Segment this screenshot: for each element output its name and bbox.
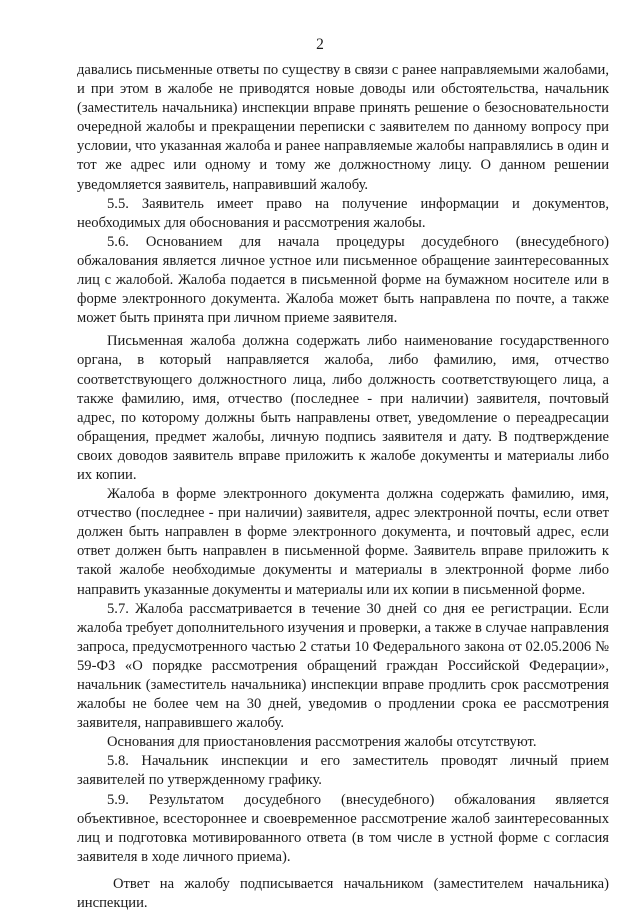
paragraph-5-6: 5.6. Основанием для начала процедуры досудебного (внесудебного) обжалования является личное устное или письменное обращение заинтересованных лиц с жалобой. Жалоба подается в письменной форме на бумажном носителе или в форме электронного документа. Жалоба может быть направлена по почте, а также может быть принята при личном приеме заявителя.	[77, 233, 609, 327]
page-number: 2	[316, 36, 324, 53]
paragraph-answer-signature: Ответ на жалобу подписывается начальником (заместителем начальника) инспекции.	[77, 875, 609, 912]
paragraph-electronic-complaint: Жалоба в форме электронного документа должна содержать фамилию, имя, отчество (последнее - при наличии) заявителя, адрес электронной почты, если ответ должен быть направлен в форме электронного документа, и почтовый адрес, если ответ должен быть направлен в письменной форме. Заявитель вправе приложить к такой жалобе необходимые документы и материалы в электронной форме либо направить указанные документы и материалы или их копии в письменной форме.	[77, 486, 609, 598]
paragraph-5-7: 5.7. Жалоба рассматривается в течение 30 дней со дня ее регистрации. Если жалоба требует дополнительного изучения и проверки, а также в случае направления запроса, предусмотренного частью 2 статьи 10 Федерального закона от 02.05.2006 № 59-ФЗ «О порядке рассмотрения обращений граждан Российской Федерации», начальник (заместитель начальника) инспекции вправе продлить срок рассмотрения жалобы не более чем на 30 дней, уведомив о продлении срока ее рассмотрения заявителя, направившего жалобу.	[77, 600, 609, 732]
paragraph-written-complaint: Письменная жалоба должна содержать либо наименование государственного органа, в который направляется жалоба, либо фамилию, имя, отчество соответствующего должностного лица, либо должность соответствующего лица, а также фамилию, имя, отчество (последнее - при наличии) заявителя, почтовый адрес, по которому должны быть направлены ответ, уведомление о переадресации обращения, предмет жалобы, личную подпись заявителя и дату. В подтверждение своих доводов заявитель вправе приложить к жалобе документы и материалы либо их копии.	[77, 333, 609, 483]
paragraph-no-suspension: Основания для приостановления рассмотрения жалобы отсутствуют.	[107, 734, 537, 751]
paragraph-5-5: 5.5. Заявитель имеет право на получение информации и документов, необходимых для обоснования и рассмотрения жалобы.	[77, 195, 609, 231]
paragraph-5-9: 5.9. Результатом досудебного (внесудебного) обжалования является объективное, всестороннее и своевременное рассмотрение жалоб заинтересованных лиц и подготовка мотивированного ответа (в том числе в устной форме с согласия заявителя в ходе личного приема).	[77, 791, 609, 865]
paragraph-5-8: 5.8. Начальник инспекции и его заместитель проводят личный прием заявителей по утвержденному графику.	[77, 753, 609, 789]
document-body	[77, 61, 609, 913]
paragraph-continuation: давались письменные ответы по существу в связи с ранее направляемыми жалобами, и при этом в жалобе не приводятся новые доводы или обстоятельства, начальник (заместитель начальника) инспекции вправе принять решение о безосновательности очередной жалобы и прекращении переписки с заявителем по данному вопросу при условии, что указанная жалоба и ранее направляемые жалобы направлялись в один и тот же адрес или одному и тому же должностному лицу. О данном решении уведомляется заявитель, направивший жалобу.	[77, 62, 609, 193]
